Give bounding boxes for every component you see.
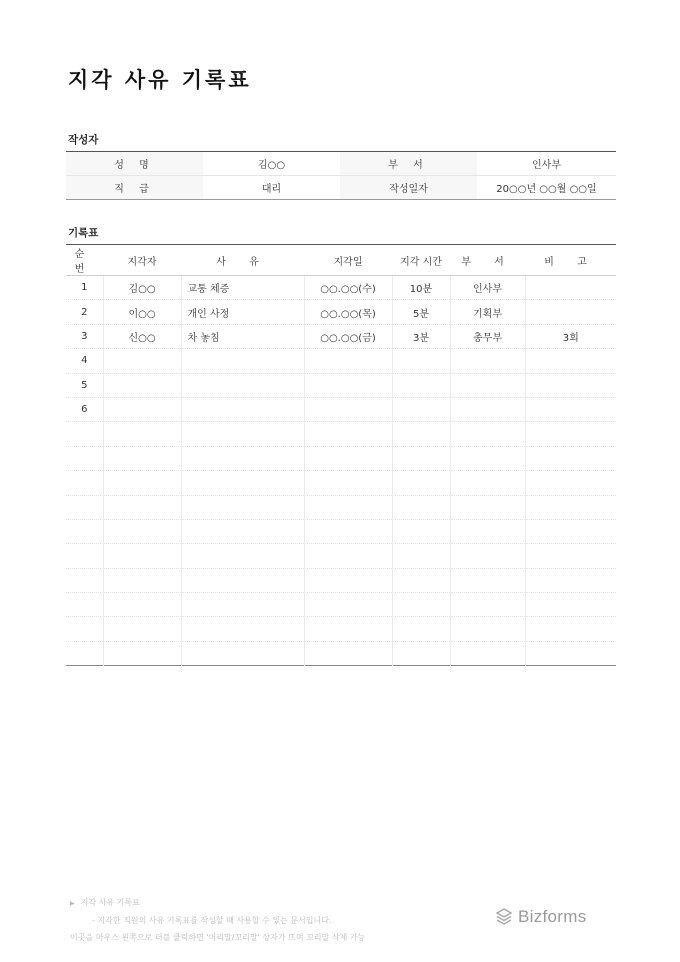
cell-late-date[interactable] [304,446,392,470]
brand-name: Bizforms [518,907,587,926]
cell-late-time[interactable] [392,519,450,543]
col-header-late-time: 지각 시간 [392,245,450,276]
cell-remarks[interactable] [525,568,616,592]
cell-late-date[interactable] [304,617,392,641]
cell-late-person[interactable] [103,617,181,641]
cell-reason[interactable] [181,617,304,641]
rank-value[interactable]: 대리 [261,184,282,195]
triangle-bullet-icon: ▶ [70,900,75,907]
cell-number[interactable] [66,446,103,470]
cell-department[interactable] [450,471,525,495]
cell-late-date[interactable] [304,641,392,665]
cell-reason[interactable]: 개인 사정 [181,300,304,324]
cell-late-person[interactable] [103,446,181,470]
cell-number[interactable]: 4 [66,349,103,373]
cell-late-person[interactable] [103,519,181,543]
cell-department[interactable]: 기획부 [450,300,525,324]
cell-remarks[interactable] [525,593,616,617]
cell-number[interactable] [66,544,103,568]
cell-reason[interactable] [181,544,304,568]
table-row [66,471,616,495]
cell-remarks[interactable]: 3회 [525,324,616,348]
col-header-remarks: 비 고 [525,245,616,276]
cell-department[interactable] [450,519,525,543]
table-row [66,300,616,324]
table-row [66,617,616,641]
cell-reason[interactable] [181,422,304,446]
cell-late-date[interactable] [304,471,392,495]
cell-department[interactable] [450,495,525,519]
cell-number[interactable] [66,617,103,641]
brand-logo [494,907,587,927]
cell-reason[interactable]: 교통 체증 [181,276,304,300]
col-header-reason: 사 유 [181,245,304,276]
author-section-label: 작성자 [68,134,99,146]
cell-reason[interactable] [181,471,304,495]
date-label: 작성일자 [340,176,477,200]
cell-remarks[interactable] [525,471,616,495]
footer-title: 지각 사유 기록표 [80,898,140,907]
table-header-row [66,245,616,276]
table-row [66,422,616,446]
cell-late-date[interactable] [304,397,392,421]
cell-late-person[interactable] [103,641,181,665]
cell-remarks[interactable] [525,373,616,397]
cell-late-date[interactable]: ○○.○○(금) [304,324,392,348]
cell-late-person[interactable] [103,397,181,421]
cell-late-time[interactable]: 10분 [392,276,450,300]
cell-late-time[interactable]: 3분 [392,324,450,348]
cell-late-time[interactable]: 5분 [392,300,450,324]
cell-remarks[interactable] [525,276,616,300]
author-info-table [66,151,616,200]
cell-late-person[interactable]: 신○○ [103,324,181,348]
cell-number[interactable] [66,519,103,543]
cell-department[interactable] [450,544,525,568]
cell-late-person[interactable] [103,349,181,373]
cell-department[interactable]: 인사부 [450,276,525,300]
cell-late-time[interactable] [392,446,450,470]
cell-late-time[interactable] [392,422,450,446]
footer-description: - 지각한 직원의 사유 기록표를 작성할 때 사용할 수 있는 문서입니다. [92,916,332,925]
cell-remarks[interactable] [525,446,616,470]
cell-remarks[interactable] [525,422,616,446]
table-row [66,324,616,348]
cell-late-date[interactable]: ○○.○○(수) [304,276,392,300]
cell-reason[interactable] [181,495,304,519]
author-row [66,152,616,176]
cell-late-time[interactable] [392,617,450,641]
col-header-department: 부 서 [450,245,525,276]
cell-late-time[interactable] [392,397,450,421]
cell-number[interactable]: 6 [66,397,103,421]
col-header-late-person: 지각자 [103,245,181,276]
cell-late-time[interactable] [392,495,450,519]
cell-remarks[interactable] [525,349,616,373]
cell-late-person[interactable] [103,568,181,592]
col-header-late-date: 지각일 [304,245,392,276]
cell-department[interactable] [450,617,525,641]
cell-number[interactable] [66,471,103,495]
table-row [66,641,616,665]
table-row [66,568,616,592]
cell-number[interactable]: 3 [66,324,103,348]
cell-late-person[interactable] [103,544,181,568]
cell-number[interactable] [66,422,103,446]
cell-number[interactable]: 5 [66,373,103,397]
cell-late-person[interactable]: 이○○ [103,300,181,324]
table-row [66,276,616,300]
cell-late-date[interactable] [304,373,392,397]
cell-reason[interactable] [181,446,304,470]
cell-remarks[interactable] [525,519,616,543]
cell-number[interactable] [66,495,103,519]
cell-number[interactable] [66,641,103,665]
table-row [66,519,616,543]
cell-department[interactable] [450,446,525,470]
cell-late-date[interactable] [304,593,392,617]
table-row [66,544,616,568]
cell-late-date[interactable] [304,422,392,446]
table-row [66,349,616,373]
late-record-table [66,244,616,666]
cell-late-person[interactable] [103,422,181,446]
cell-reason[interactable] [181,349,304,373]
cell-late-person[interactable] [103,373,181,397]
cell-remarks[interactable] [525,617,616,641]
cell-department[interactable] [450,349,525,373]
cell-reason[interactable] [181,397,304,421]
cell-late-person[interactable] [103,495,181,519]
cell-late-time[interactable] [392,349,450,373]
record-section-label: 기록표 [68,227,99,239]
cell-reason[interactable] [181,568,304,592]
cell-number[interactable]: 1 [66,276,103,300]
document-title: 지각 사유 기록표 [68,68,252,92]
cell-department[interactable] [450,397,525,421]
col-header-number: 순 번 [66,245,103,276]
cell-remarks[interactable] [525,495,616,519]
cell-department[interactable] [450,593,525,617]
cell-late-time[interactable] [392,471,450,495]
cell-number[interactable] [66,568,103,592]
cell-late-person[interactable] [103,471,181,495]
table-row [66,397,616,421]
cell-number[interactable] [66,593,103,617]
cell-late-date[interactable] [304,544,392,568]
cell-late-time[interactable] [392,568,450,592]
cell-late-date[interactable] [304,349,392,373]
cell-remarks[interactable] [525,641,616,665]
table-row [66,593,616,617]
cell-department[interactable] [450,373,525,397]
cell-late-time[interactable] [392,544,450,568]
cell-department[interactable] [450,641,525,665]
cell-late-time[interactable] [392,641,450,665]
cell-reason[interactable] [181,641,304,665]
cell-number[interactable]: 2 [66,300,103,324]
cell-reason[interactable]: 차 놓침 [181,324,304,348]
cell-late-date[interactable] [304,495,392,519]
footer-hint: 이곳을 마우스 왼쪽으로 더블 클릭하면 '머리말/꼬리말' 상자가 뜨며 꼬리말 삭제 가능 [70,933,366,942]
department-label: 부 서 [340,152,477,176]
date-value[interactable]: 20○○년 ○○월 ○○일 [496,184,597,195]
cell-department[interactable]: 총무부 [450,324,525,348]
table-row [66,373,616,397]
cell-late-time[interactable] [392,373,450,397]
cell-reason[interactable] [181,373,304,397]
rank-label: 직 급 [66,176,203,200]
cell-late-date[interactable] [304,568,392,592]
cell-department[interactable] [450,422,525,446]
cell-late-person[interactable]: 김○○ [103,276,181,300]
name-label: 성 명 [66,152,203,176]
table-row [66,446,616,470]
cell-department[interactable] [450,568,525,592]
page-footer[interactable] [70,894,365,946]
department-value[interactable]: 인사부 [477,152,616,176]
bizforms-logo-icon [494,907,514,927]
name-value[interactable]: 김○○ [203,152,340,176]
cell-late-time[interactable] [392,593,450,617]
author-row [66,176,616,200]
cell-late-date[interactable]: ○○.○○(목) [304,300,392,324]
cell-remarks[interactable] [525,544,616,568]
table-row [66,495,616,519]
cell-late-person[interactable] [103,593,181,617]
cell-remarks[interactable] [525,397,616,421]
cell-reason[interactable] [181,593,304,617]
cell-reason[interactable] [181,519,304,543]
cell-late-date[interactable] [304,519,392,543]
cell-remarks[interactable] [525,300,616,324]
